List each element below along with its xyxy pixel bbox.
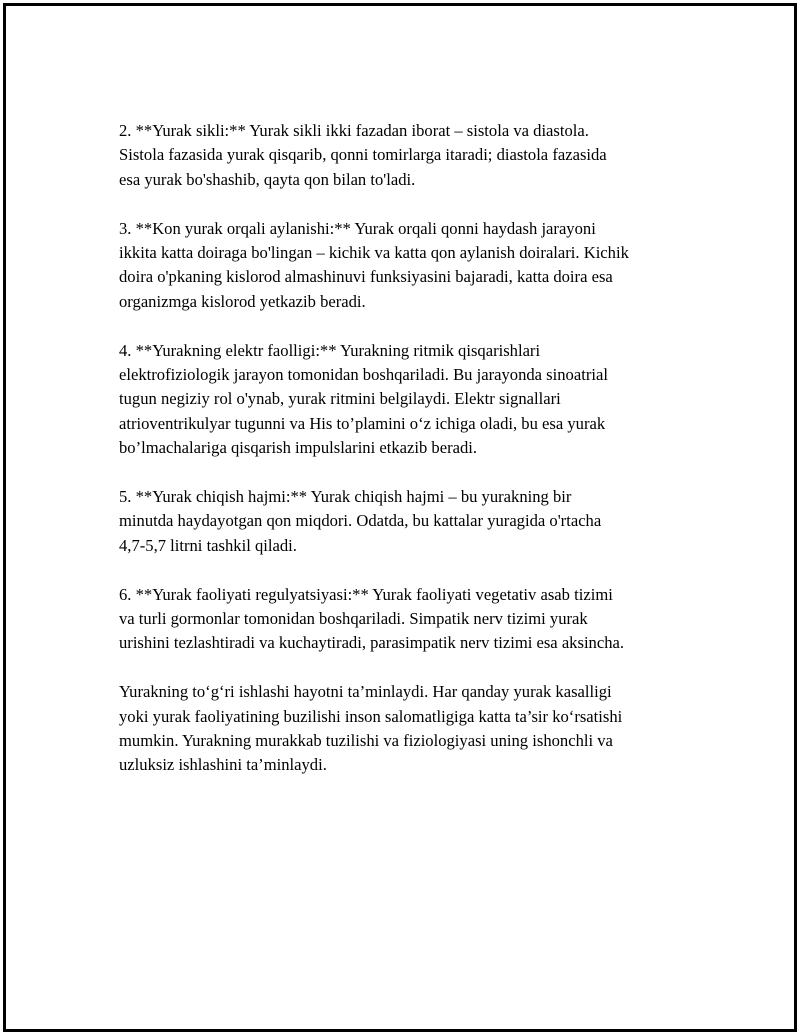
paragraph-qon-aylanishi <box>119 217 709 315</box>
text-line: Yurakning to‘g‘ri ishlashi hayotni ta’minlaydi. Har qanday yurak kasalligi <box>119 682 612 702</box>
paragraph-yurak-sikli <box>119 119 709 192</box>
text-line: mumkin. Yurakning murakkab tuzilishi va fiziologiyasi uning ishonchli va <box>119 731 613 751</box>
text-line: minutda haydayotgan qon miqdori. Odatda, bu kattalar yuragida o'rtacha <box>119 511 602 531</box>
text-line: tugun negiziy rol o'ynab, yurak ritmini belgilaydi. Elektr signallari <box>119 389 561 409</box>
text-line: 6. **Yurak faoliyati regulyatsiyasi:** Yurak faoliyati vegetativ asab tizimi <box>119 584 613 604</box>
document-body <box>119 119 709 802</box>
text-line: Sistola fazasida yurak qisqarib, qonni tomirlarga itaradi; diastola fazasida <box>119 145 607 165</box>
text-line: elektrofiziologik jarayon tomonidan boshqariladi. Bu jarayonda sinoatrial <box>119 365 608 385</box>
document-page <box>3 3 797 1032</box>
text-line: urishini tezlashtiradi va kuchaytiradi, parasimpatik nerv tizimi esa aksincha. <box>119 633 625 653</box>
text-line: 3. **Kon yurak orqali aylanishi:** Yurak orqali qonni haydash jarayoni <box>119 218 596 238</box>
paragraph-xulosa <box>119 680 709 778</box>
paragraph-elektr-faolligi <box>119 339 709 461</box>
text-line: bo’lmachalariga qisqarish impulslarini etkazib beradi. <box>119 438 478 458</box>
text-line: 5. **Yurak chiqish hajmi:** Yurak chiqish hajmi – bu yurakning bir <box>119 487 572 507</box>
text-line: organizmga kislorod yetkazib beradi. <box>119 291 366 311</box>
text-line: 4,7-5,7 litrni tashkil qiladi. <box>119 535 297 555</box>
text-line: 2. **Yurak sikli:** Yurak sikli ikki fazadan iborat – sistola va diastola. <box>119 121 589 140</box>
text-line: atrioventrikulyar tugunni va His to’plamini o‘z ichiga oladi, bu esa yurak <box>119 413 606 433</box>
paragraph-regulyatsiya <box>119 583 709 656</box>
paragraph-chiqish-hajmi <box>119 485 709 558</box>
text-line: ikkita katta doiraga bo'lingan – kichik va katta qon aylanish doiralari. Kichik <box>119 243 629 263</box>
text-line: yoki yurak faoliyatining buzilishi inson salomatligiga katta ta’sir ko‘rsatishi <box>119 706 623 726</box>
text-line: va turli gormonlar tomonidan boshqariladi. Simpatik nerv tizimi yurak <box>119 609 588 629</box>
text-line: uzluksiz ishlashini ta’minlaydi. <box>119 755 327 775</box>
text-line: doira o'pkaning kislorod almashinuvi funksiyasini bajaradi, katta doira esa <box>119 267 613 287</box>
text-line: 4. **Yurakning elektr faolligi:** Yurakning ritmik qisqarishlari <box>119 340 541 360</box>
text-line: esa yurak bo'shashib, qayta qon bilan to'ladi. <box>119 169 416 189</box>
